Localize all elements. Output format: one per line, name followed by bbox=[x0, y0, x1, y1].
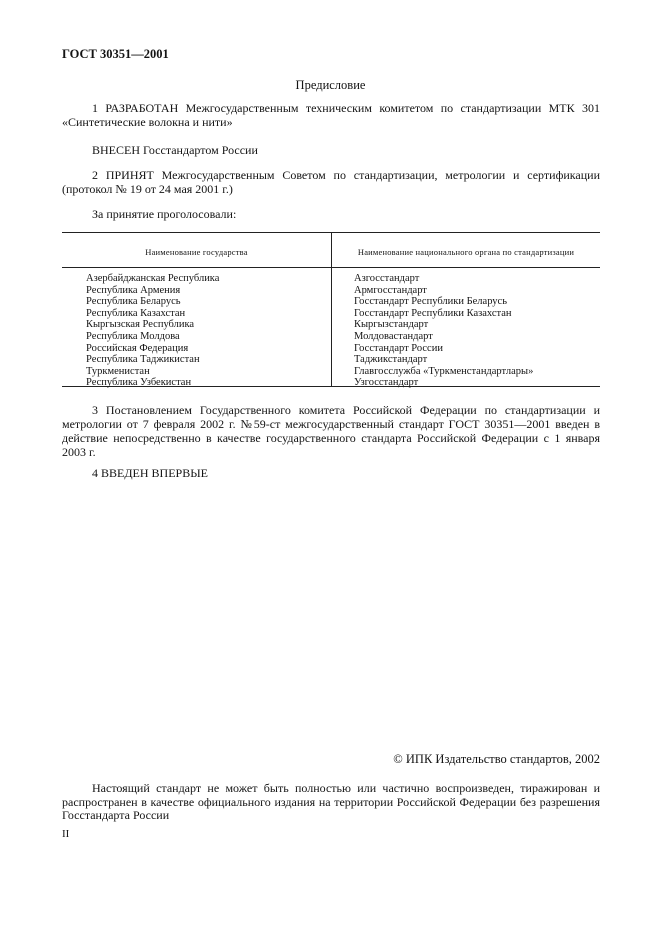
table-row-state: Азербайджанская Республика bbox=[86, 273, 220, 284]
preface-vnesen: ВНЕСЕН Госстандартом России bbox=[92, 143, 258, 157]
table-row-state: Российская Федерация bbox=[86, 342, 189, 354]
table-row-body: Главгосслужба «Туркменстандартлары» bbox=[354, 365, 534, 377]
table-header-divider bbox=[62, 267, 600, 268]
table-row-body: Кыргызстандарт bbox=[354, 319, 429, 331]
table-row-body: Армгосстандарт bbox=[354, 284, 427, 296]
voting-table bbox=[62, 232, 600, 387]
table-row-state: Республика Молдова bbox=[86, 330, 180, 342]
table-row-state: Туркменистан bbox=[86, 365, 150, 377]
table-header-body: Наименование национального органа по стандартизации bbox=[357, 247, 575, 257]
page-number: II bbox=[62, 828, 70, 840]
table-header-state: Наименование государства bbox=[145, 247, 248, 257]
bodies-column bbox=[354, 273, 533, 389]
reproduction-notice: Настоящий стандарт не может быть полностью или частично воспроизведен, тиражирован и распространен в качестве официального издания на территории Российской Федерации без разрешения Госстандарта России bbox=[62, 781, 600, 822]
preface-item-2: 2 ПРИНЯТ Межгосударственным Советом по стандартизации, метрологии и сертификации (протокол № 19 от 24 мая 2001 г.) bbox=[62, 168, 600, 196]
preface-item-3: 3 Постановлением Государственного комитета Российской Федерации по стандартизации и метрологии от 7 февраля 2002 г. №59-ст межгосударственный стандарт ГОСТ 30351—2001 введен в действие непосредственно в качестве государственного стандарта Российской Федерации с 1 января 2003 г. bbox=[62, 403, 600, 459]
table-row-body: Таджикстандарт bbox=[354, 354, 428, 366]
table-row-state: Республика Беларусь bbox=[86, 296, 181, 308]
table-row-state: Республика Казахстан bbox=[86, 307, 186, 319]
preface-title: Предисловие bbox=[295, 78, 366, 92]
preface-item-1: 1 РАЗРАБОТАН Межгосударственным техническим комитетом по стандартизации МТК 301 «Синтетические волокна и нити» bbox=[62, 101, 600, 129]
table-row-body: Молдовастандарт bbox=[354, 330, 433, 342]
table-row-body: Госстандарт Республики Казахстан bbox=[354, 307, 512, 319]
table-row-body: Госстандарт Республики Беларусь bbox=[354, 296, 508, 308]
table-row-body: Азгосстандарт bbox=[354, 273, 420, 284]
preface-item-4: 4 ВВЕДЕН ВПЕРВЫЕ bbox=[92, 466, 208, 480]
table-row-body: Госстандарт России bbox=[354, 342, 443, 354]
vote-intro: За принятие проголосовали: bbox=[92, 207, 237, 221]
table-row-state: Республика Армения bbox=[86, 284, 181, 296]
table-row-state: Кыргызская Республика bbox=[86, 319, 195, 331]
states-column bbox=[86, 273, 219, 389]
copyright-line: © ИПК Издательство стандартов, 2002 bbox=[393, 752, 600, 766]
table-row-state: Республика Таджикистан bbox=[86, 354, 200, 366]
table-row-state: Республика Узбекистан bbox=[86, 377, 192, 389]
table-row-body: Узгосстандарт bbox=[354, 377, 419, 389]
standard-code-header: ГОСТ 30351—2001 bbox=[62, 47, 169, 61]
